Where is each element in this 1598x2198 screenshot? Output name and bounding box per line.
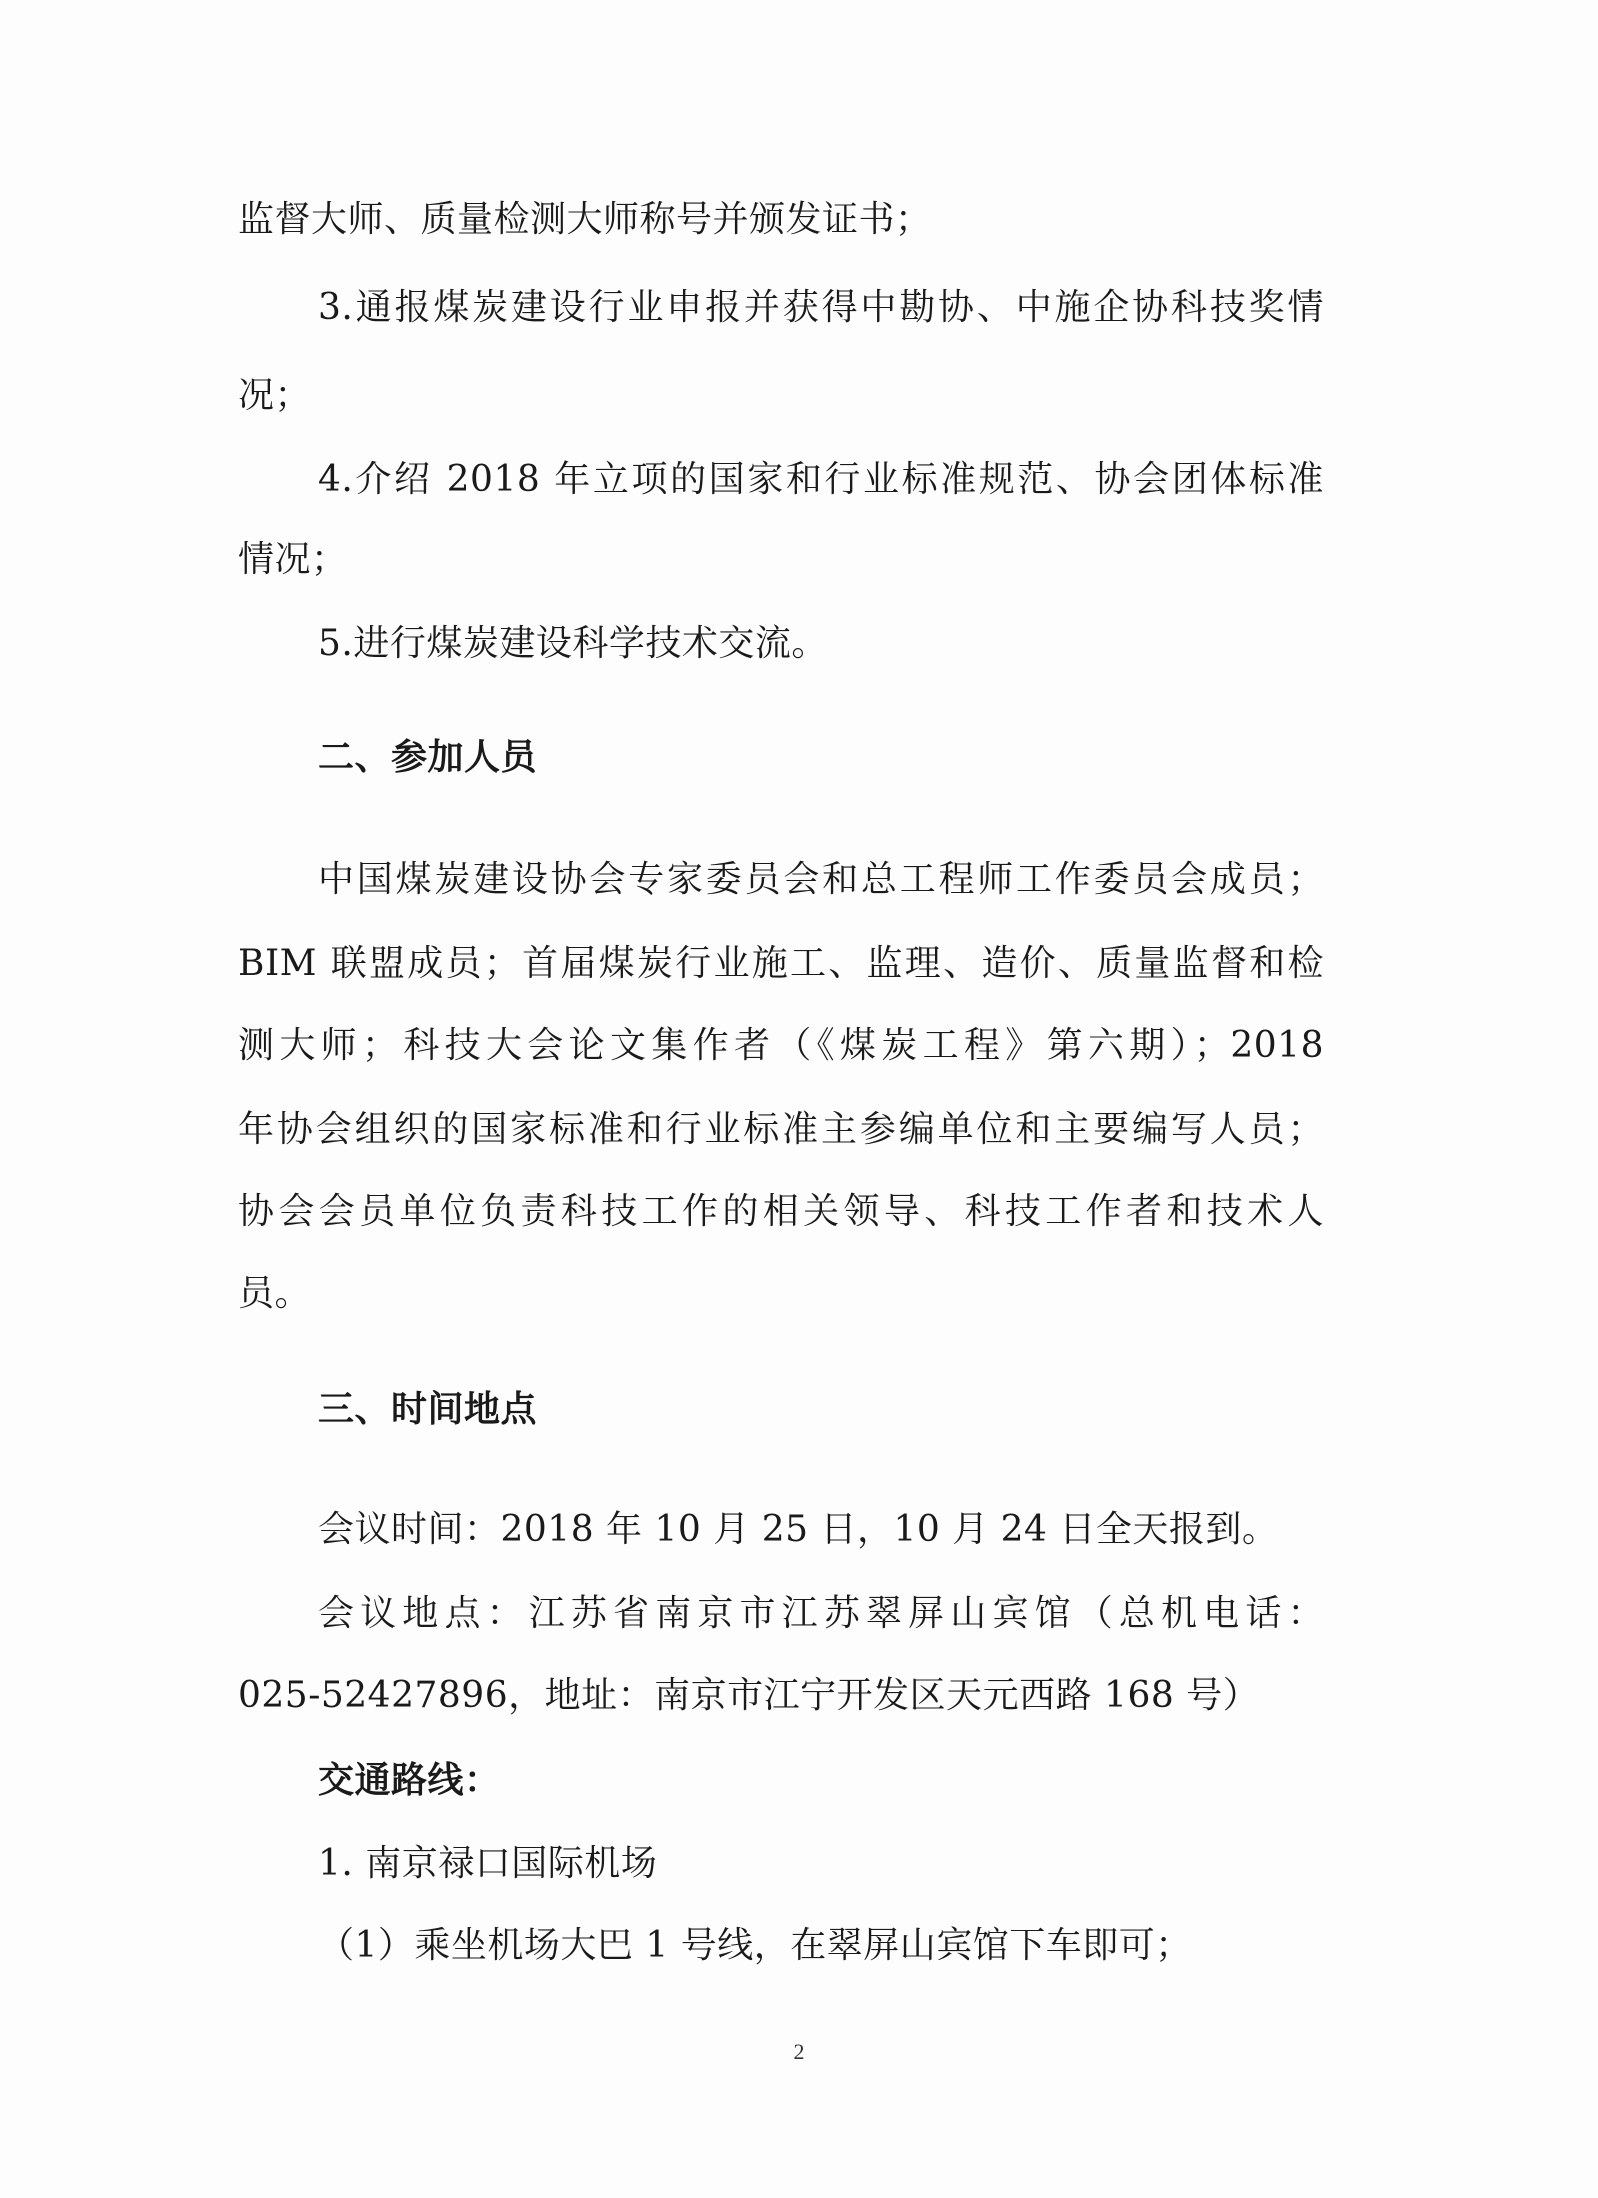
text-line: 监督大师、质量检测大师称号并颁发证书； [238, 199, 932, 240]
text-line: 会议地点：江苏省南京市江苏翠屏山宾馆（总机电话： [318, 1593, 1324, 1634]
text-line: 情况； [238, 539, 348, 580]
section-heading-participants: 二、参加人员 [318, 737, 538, 778]
text-line: 会议时间：2018 年 10 月 25 日，10 月 24 日全天报到。 [318, 1509, 1279, 1550]
page-number: 2 [793, 2039, 805, 2064]
text-line: 3.通报煤炭建设行业申报并获得中勘协、中施企协科技奖情 [318, 287, 1324, 328]
text-line: 年协会组织的国家标准和行业标准主参编单位和主要编写人员； [238, 1109, 1324, 1150]
text-line: （1）乘坐机场大巴 1 号线，在翠屏山宾馆下车即可； [318, 1925, 1192, 1966]
text-line: 测大师；科技大会论文集作者（《煤炭工程》第六期）；2018 [238, 1025, 1324, 1066]
text-line: 1. 南京禄口国际机场 [318, 1843, 658, 1884]
text-line: 况； [238, 375, 312, 416]
text-line: 4.介绍 2018 年立项的国家和行业标准规范、协会团体标准 [318, 459, 1324, 500]
text-line: 协会会员单位负责科技工作的相关领导、科技工作者和技术人 [238, 1191, 1324, 1232]
section-heading-time-place: 三、时间地点 [318, 1389, 538, 1430]
text-line: BIM 联盟成员；首届煤炭行业施工、监理、造价、质量监督和检 [238, 943, 1324, 984]
text-line: 员。 [238, 1273, 312, 1314]
text-line: 5.进行煤炭建设科学技术交流。 [318, 623, 828, 664]
text-line: 025-52427896，地址：南京市江宁开发区天元西路 168 号） [238, 1675, 1260, 1716]
transport-heading: 交通路线： [318, 1759, 501, 1801]
text-line: 中国煤炭建设协会专家委员会和总工程师工作委员会成员； [318, 859, 1324, 900]
